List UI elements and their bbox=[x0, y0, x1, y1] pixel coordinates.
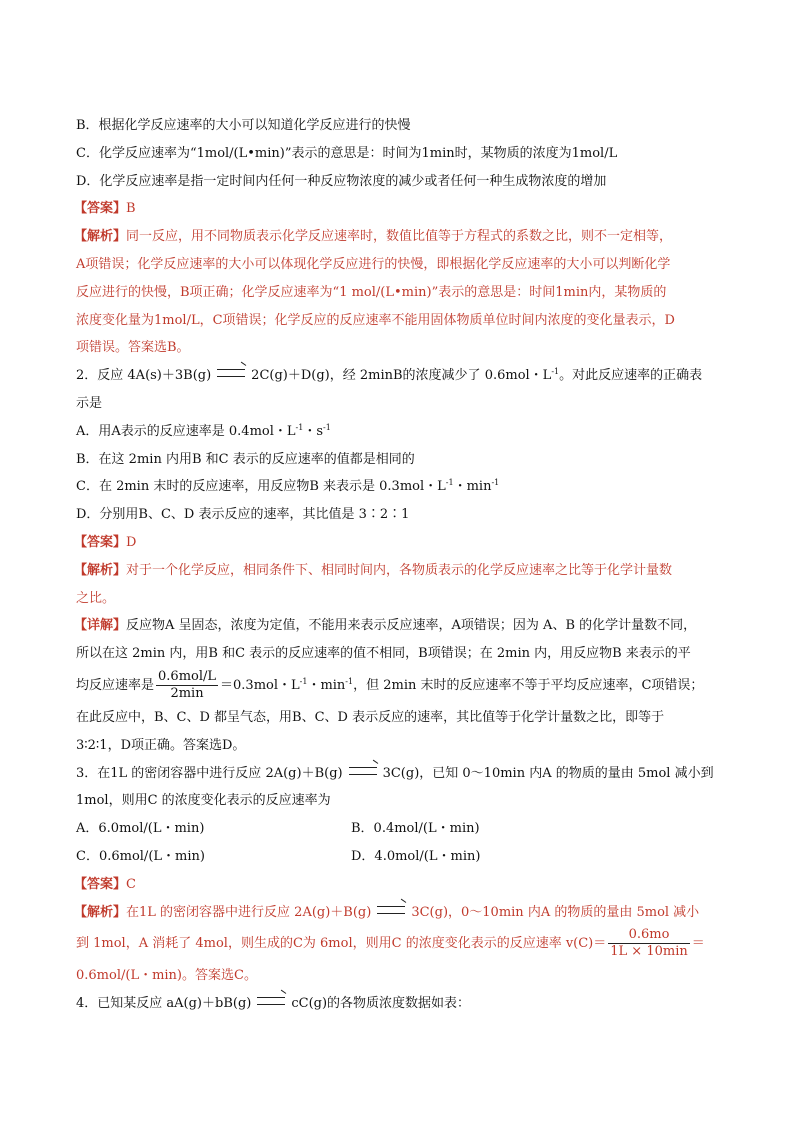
q2-detail-line-1 bbox=[76, 612, 726, 640]
analysis-text: 同一反应，用不同物质表示化学反应速率时，数值比值等于方程式的系数之比，则不一定相等， bbox=[126, 229, 673, 245]
fraction bbox=[608, 927, 689, 960]
q2-option-a bbox=[76, 418, 726, 446]
fraction bbox=[156, 669, 218, 702]
answer-label: 【答案】 bbox=[74, 201, 127, 217]
option-text: A．用A表示的反应速率是 0.4mol・L bbox=[76, 423, 296, 439]
q2-option-c bbox=[76, 473, 726, 501]
q4-stem bbox=[76, 990, 726, 1018]
q3-options-row-1 bbox=[76, 815, 726, 843]
q3-option-d: D．4.0mol/(L・min) bbox=[351, 848, 481, 864]
equilibrium-arrow-icon bbox=[257, 997, 285, 1005]
q1-option-c: C．化学反应速率为“1mol/(L•min)”表示的意思是：时间为1min时，某物质的浓度为1mol/L bbox=[76, 145, 618, 161]
q3-analysis-line-2 bbox=[76, 926, 726, 962]
q2-analysis-line-1 bbox=[76, 557, 726, 585]
q2-stem-line-1 bbox=[76, 362, 726, 390]
fraction-numerator: 0.6mol/L bbox=[158, 668, 217, 684]
superscript: -1 bbox=[445, 478, 454, 488]
superscript: -1 bbox=[551, 367, 560, 377]
q3-answer bbox=[76, 871, 726, 899]
q1-analysis-line-2: A项错误；化学反应速率的大小可以体现化学反应进行的快慢，即根据化学反应速率的大小可以判断化学 bbox=[76, 256, 671, 272]
q1-option-b: B．根据化学反应速率的大小可以知道化学反应进行的快慢 bbox=[76, 118, 411, 133]
analysis-text: 对于一个化学反应，相同条件下、相同时间内，各物质表示的化学反应速率之比等于化学计量数 bbox=[126, 562, 673, 578]
q4-stem-text: cC(g)的各物质浓度数据如表： bbox=[291, 996, 471, 1012]
q3-analysis-line-3: 0.6mol/(L・min)。答案选C。 bbox=[76, 968, 257, 984]
q2-detail-line-2: 所以在这 2min 内，用B 和C 表示的反应速率的值不相同，B项错误；在 2min 内，用反应物B 来表示的平 bbox=[76, 646, 691, 662]
q2-option-d: D．分别用B、C、D 表示反应的速率，其比值是 3∶2∶1 bbox=[76, 507, 410, 523]
q2-answer bbox=[76, 529, 726, 557]
q3-stem-text: 3．在1L 的密闭容器中进行反应 2A(g)＋B(g) bbox=[76, 765, 343, 781]
fraction-numerator: 0.6mo bbox=[608, 927, 689, 944]
q2-stem-text: 2．反应 4A(s)＋3B(g) bbox=[76, 368, 212, 384]
q1-analysis-line-3: 反应进行的快慢，B项正确；化学反应速率为“1 mol/(L•min)”表示的意思是：时间1min内，某物质的 bbox=[76, 284, 667, 300]
option-text: C．在 2min 末时的反应速率，用反应物B 来表示是 0.3mol・L bbox=[76, 479, 446, 495]
q1-analysis-line-4: 浓度变化量为1mol/L，C项错误；化学反应的反应速率不能用固体物质单位时间内浓度的变化量表示，D bbox=[76, 312, 675, 328]
q2-detail-line-4: 在此反应中，B、C、D 都呈气态，用B、C、D 表示反应的速率，其比值等于化学计量数之比，即等于 bbox=[76, 709, 665, 725]
q3-stem-line-1 bbox=[76, 760, 726, 788]
analysis-label: 【解析】 bbox=[74, 562, 127, 578]
equilibrium-arrow-icon bbox=[377, 906, 405, 914]
analysis-text: 到 1mol，A 消耗了 4mol，则生成的C为 6mol，则用C 的浓度变化表示的反应速率 v(C)＝ bbox=[76, 936, 607, 952]
superscript: -1 bbox=[345, 676, 354, 686]
superscript: -1 bbox=[323, 422, 331, 432]
detail-text: ・min bbox=[307, 677, 346, 693]
answer-label: 【答案】 bbox=[74, 876, 127, 892]
analysis-label: 【解析】 bbox=[74, 229, 127, 245]
option-text: ・s bbox=[303, 423, 323, 439]
answer-value: B bbox=[126, 201, 136, 217]
detail-label: 【详解】 bbox=[74, 618, 127, 634]
answer-value: D bbox=[126, 534, 137, 550]
superscript: -1 bbox=[295, 422, 304, 432]
q2-stem-text: 。对此反应速率的正确表 bbox=[559, 368, 703, 384]
q1-analysis-line-5: 项错误。答案选B。 bbox=[76, 340, 190, 356]
q3-stem-text: 3C(g)，已知 0～10min 内A 的物质的量由 5mol 减小到 bbox=[382, 765, 714, 781]
detail-text: 反应物A 呈固态，浓度为定值，不能用来表示反应速率，A项错误；因为 A、B 的化学计量数不同， bbox=[126, 618, 697, 634]
fraction-denominator: 1L × 10min bbox=[610, 944, 688, 960]
q2-stem-line-2: 示是 bbox=[76, 395, 103, 411]
superscript: -1 bbox=[491, 478, 500, 488]
q3-analysis-line-1 bbox=[76, 899, 726, 927]
q2-option-b: B．在这 2min 内用B 和C 表示的反应速率的值都是相同的 bbox=[76, 451, 415, 467]
q1-answer bbox=[76, 195, 726, 223]
q3-option-b: B．0.4mol/(L・min) bbox=[351, 821, 480, 837]
superscript: -1 bbox=[299, 676, 308, 686]
q1-option-d: D．化学反应速率是指一定时间内任何一种反应物浓度的减少或者任何一种生成物浓度的增加 bbox=[76, 173, 607, 189]
answer-value: C bbox=[126, 876, 136, 892]
analysis-text: ＝ bbox=[691, 936, 705, 952]
q3-option-a: A．6.0mol/(L・min) bbox=[76, 821, 205, 837]
analysis-text: 在1L 的密闭容器中进行反应 2A(g)＋B(g) bbox=[126, 904, 372, 920]
q2-analysis-line-2: 之比。 bbox=[76, 590, 116, 606]
answer-label: 【答案】 bbox=[74, 534, 127, 550]
document-page bbox=[76, 112, 726, 1018]
q3-stem-line-2: 1mol，则用C 的浓度变化表示的反应速率为 bbox=[76, 793, 331, 809]
equilibrium-arrow-icon bbox=[349, 767, 377, 775]
fraction-denominator: 2min bbox=[170, 685, 204, 701]
detail-text: ，但 2min 末时的反应速率不等于平均反应速率，C项错误； bbox=[353, 677, 704, 693]
analysis-text: 3C(g)，0～10min 内A 的物质的量由 5mol 减小 bbox=[411, 904, 700, 920]
equilibrium-arrow-icon bbox=[217, 369, 245, 377]
detail-text: ＝0.3mol・L bbox=[220, 677, 300, 693]
q3-option-c: C．0.6mol/(L・min) bbox=[76, 848, 205, 864]
option-text: ・min bbox=[453, 479, 492, 495]
q2-detail-line-3 bbox=[76, 668, 726, 704]
detail-text: 均反应速率是 bbox=[76, 677, 155, 693]
q2-stem-text: 2C(g)＋D(g)，经 2minB的浓度减少了 0.6mol・L bbox=[251, 368, 552, 384]
q4-stem-text: 4．已知某反应 aA(g)＋bB(g) bbox=[76, 996, 252, 1012]
q1-analysis-line-1 bbox=[76, 223, 726, 251]
analysis-label: 【解析】 bbox=[74, 904, 127, 920]
q3-options-row-2 bbox=[76, 843, 726, 871]
q2-detail-line-5: 3∶2∶1，D项正确。答案选D。 bbox=[76, 737, 246, 753]
